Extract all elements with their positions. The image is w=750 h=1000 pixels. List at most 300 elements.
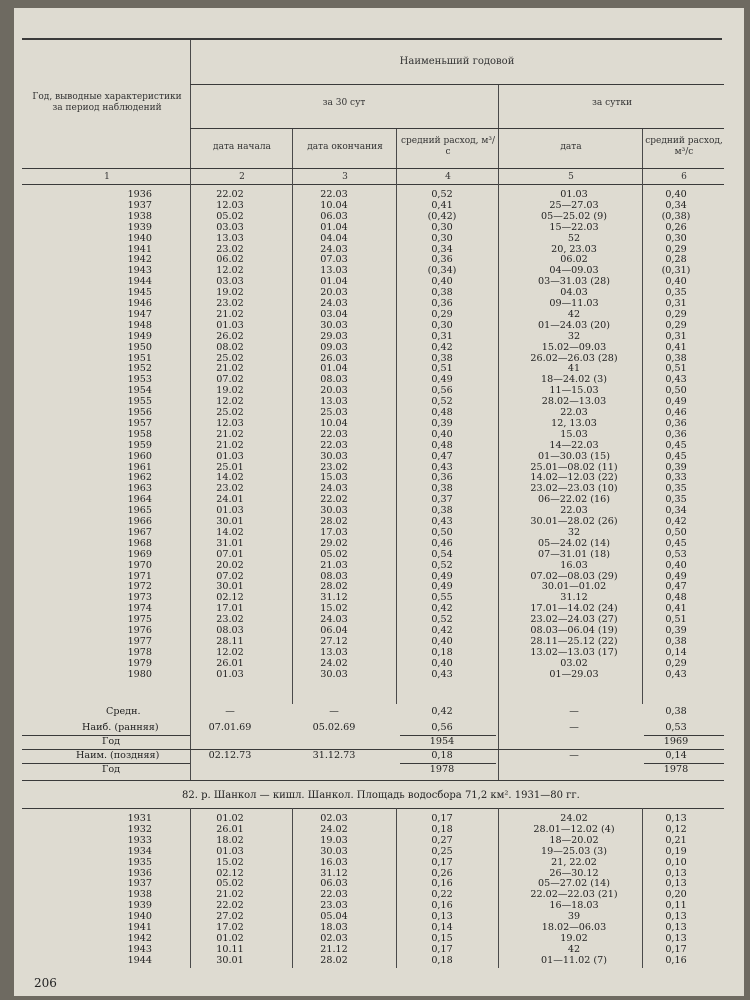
table-cell: 08.03—06.04 (19) (530, 625, 618, 636)
table-cell: 06.02 (560, 254, 588, 266)
summary-cell: 02.12.73 (208, 750, 252, 761)
table-cell: 02.03 (320, 932, 348, 944)
header-divider (642, 128, 643, 184)
table-cell: 25—27.03 (549, 199, 599, 211)
table-cell: 14.02—12.03 (22) (530, 472, 618, 484)
table-row (22, 539, 724, 549)
table-cell: 0,49 (431, 581, 453, 593)
table-cell: 12.02 (216, 265, 244, 277)
table-cell: 1973 (127, 592, 152, 604)
table-cell: 31.12 (560, 592, 588, 604)
table-cell: 22.02 (320, 494, 348, 506)
table-cell: 16—18.03 (549, 900, 599, 912)
table-cell: 1933 (127, 834, 152, 846)
table-cell: 18.02—06.03 (541, 922, 607, 933)
table-cell: 27.02 (216, 911, 244, 923)
table-cell: 1950 (127, 341, 152, 353)
table-cell: 0,27 (431, 834, 453, 846)
table-cell: 0,47 (431, 450, 453, 462)
summary-label: Наиб. (ранняя) (82, 722, 159, 733)
table-cell: 21, 22.02 (551, 856, 597, 868)
table-cell: 26.02—26.03 (28) (530, 352, 618, 364)
table-cell: 07.02 (216, 374, 244, 386)
summary-cell: 0,56 (431, 722, 453, 733)
table-cell: 02.12 (216, 867, 244, 879)
table-cell: 16.03 (560, 559, 588, 571)
table-cell: 18—20.02 (549, 834, 599, 846)
table-row (22, 869, 724, 879)
table-cell: 1979 (127, 657, 152, 669)
table-cell: 0,40 (431, 428, 453, 440)
table-row (22, 912, 724, 922)
table-cell: 0,21 (665, 834, 687, 846)
table-cell: 0,34 (431, 243, 453, 255)
table-cell: 0,29 (665, 657, 687, 669)
table-cell: 02.12 (216, 592, 244, 604)
table-cell: 0,34 (665, 505, 687, 517)
table-cell: 0,30 (431, 221, 453, 233)
table-cell: 0,37 (431, 494, 453, 506)
table-cell: 22.03 (560, 407, 588, 418)
table-row (22, 945, 724, 955)
table-cell: 1942 (127, 932, 152, 944)
document-page (14, 8, 744, 996)
table-cell: 0,30 (431, 319, 453, 331)
table-cell: 1965 (127, 505, 152, 517)
table-row (22, 441, 724, 451)
table-cell: 0,17 (431, 856, 453, 868)
table-cell: 17.01 (216, 603, 244, 615)
table-cell: (0,34) (427, 265, 457, 277)
table-row (22, 923, 724, 933)
table-row (22, 517, 724, 527)
table-cell: 15.02 (216, 856, 244, 868)
table-cell: 03.03 (216, 221, 244, 233)
summary-label: Средн. (106, 706, 141, 717)
summary-rule (22, 780, 724, 781)
table-cell: 0,34 (665, 199, 687, 211)
table-cell: 42 (567, 308, 581, 320)
table-cell: 1957 (127, 417, 152, 429)
col-number: 1 (104, 172, 110, 182)
table-cell: 1963 (127, 483, 152, 495)
table-cell: 0,10 (665, 856, 687, 868)
table-cell: 14.02 (216, 472, 244, 484)
table-cell: 0,43 (431, 461, 453, 473)
table-cell: 31.12 (320, 867, 348, 879)
table-cell: 03—31.03 (28) (537, 276, 610, 288)
table-cell: 0,11 (665, 900, 687, 912)
table-cell: 28.02—13.03 (541, 396, 607, 408)
table-cell: 10.04 (320, 417, 348, 429)
table-cell: 1941 (127, 922, 152, 933)
table-cell: 1958 (127, 428, 152, 440)
table-row (22, 430, 724, 440)
table-cell: 0,52 (431, 559, 453, 571)
table-cell: 30.01 (216, 516, 244, 527)
table-cell: 04.03 (560, 287, 588, 299)
table-cell: 03.04 (320, 308, 348, 320)
table-cell: 1947 (127, 308, 152, 320)
table-cell: 30.03 (320, 845, 348, 857)
table-cell: 0,40 (665, 189, 687, 200)
table-cell: 12.02 (216, 646, 244, 658)
summary-cell: — (569, 750, 579, 761)
table-cell: 1964 (127, 494, 152, 506)
table-cell: 0,45 (665, 439, 687, 451)
page-number: 206 (34, 976, 57, 990)
table-cell: 0,36 (665, 428, 687, 440)
table-cell: 1931 (127, 813, 152, 824)
table-row (22, 452, 724, 462)
table-cell: 18.02 (216, 834, 244, 846)
summary-cell: — (569, 706, 579, 717)
table-cell: 21.02 (216, 308, 244, 320)
table-row (22, 648, 724, 658)
table-cell: 1936 (127, 189, 152, 200)
table-cell: 0,13 (665, 867, 687, 879)
table-cell: 0,36 (431, 472, 453, 484)
table-cell: 0,38 (665, 635, 687, 647)
header-main: Наименьший годовой (399, 56, 515, 67)
table-cell: 1974 (127, 603, 152, 615)
table-cell: 16.03 (320, 856, 348, 868)
table-cell: 0,16 (665, 954, 687, 966)
table-row (22, 637, 724, 647)
table-cell: 0,18 (431, 954, 453, 966)
table-cell: 14—22.03 (549, 439, 599, 451)
table-cell: 0,22 (431, 889, 453, 901)
table-cell: 19—25.03 (3) (541, 845, 607, 857)
table-row (22, 364, 724, 374)
table-cell: 0,43 (431, 668, 453, 680)
table-cell: 05.02 (216, 878, 244, 890)
table-cell: 09.03 (320, 341, 348, 353)
table-row (22, 858, 724, 868)
table-cell: 25.02 (216, 407, 244, 418)
summary-cell: — (329, 706, 339, 717)
table-cell: 06.02 (216, 254, 244, 266)
table-row (22, 615, 724, 625)
summary-cell: — (569, 722, 579, 733)
table-cell: 23.02 (216, 483, 244, 495)
header-divider (396, 128, 397, 184)
table-cell: 0,35 (665, 287, 687, 299)
table-cell: 23.02 (216, 298, 244, 309)
table-cell: 0,38 (431, 483, 453, 495)
table-cell: 1938 (127, 889, 152, 901)
table-cell: 0,45 (665, 537, 687, 549)
summary-cell: 1969 (663, 736, 689, 747)
table-cell: 30.03 (320, 319, 348, 331)
header-year-col: Год, выводные характеристики за период наблюдений (32, 92, 182, 113)
table-row (22, 299, 724, 309)
table-row (22, 836, 724, 846)
table-row (22, 593, 724, 603)
table-row (22, 332, 724, 342)
table-cell: 19.02 (560, 932, 588, 944)
table-cell: 10.11 (216, 943, 244, 955)
table-cell: 0,48 (431, 439, 453, 451)
table-row (22, 604, 724, 614)
summary-cell: 1978 (663, 764, 689, 775)
table-cell: 11—15.03 (549, 385, 599, 397)
table-cell: 0,31 (665, 298, 687, 309)
table-cell: 02.03 (320, 813, 348, 824)
summary-cell: 07.01.69 (208, 722, 252, 733)
table-cell: 42 (567, 943, 581, 955)
table-cell: 15.03 (560, 428, 588, 440)
table-cell: 05.02 (320, 548, 348, 560)
table-cell: 12.03 (216, 417, 244, 429)
table-row (22, 408, 724, 418)
table-cell: 23.02 (216, 243, 244, 255)
table-cell: 20.03 (320, 287, 348, 299)
table-cell: 23.03 (320, 900, 348, 912)
table-cell: 0,40 (431, 276, 453, 288)
table-cell: 31.12 (320, 592, 348, 604)
table-cell: 52 (567, 232, 581, 244)
table-row (22, 201, 724, 211)
table-cell: 12, 13.03 (551, 417, 597, 429)
table-cell: 1936 (127, 867, 152, 879)
table-cell: 05—25.02 (9) (541, 210, 607, 222)
header-day: за сутки (591, 98, 633, 108)
table-cell: 0,36 (431, 298, 453, 309)
table-cell: 0,17 (665, 943, 687, 955)
table-cell: 1945 (127, 287, 152, 299)
table-cell: 0,20 (665, 889, 687, 901)
table-cell: 0,48 (665, 592, 687, 604)
table-cell: 0,25 (431, 845, 453, 857)
table-cell: 01—29.03 (549, 668, 599, 680)
header-30days: за 30 сут (322, 98, 366, 108)
table-cell: 29.02 (320, 537, 348, 549)
table-cell: 19.02 (216, 385, 244, 397)
table-row (22, 245, 724, 255)
section-title: 82. р. Шанкол — кишл. Шанкол. Площадь водосбора 71,2 км². 1931—80 гг. (182, 790, 580, 801)
table-cell: 1939 (127, 900, 152, 912)
table-cell: 0,13 (665, 878, 687, 890)
table-cell: 31.01 (216, 537, 244, 549)
table-cell: 26.03 (320, 352, 348, 364)
table-row (22, 495, 724, 505)
table-cell: 25.02 (216, 352, 244, 364)
table-cell: 0,39 (665, 461, 687, 473)
table-cell: 41 (567, 363, 581, 375)
table-cell: 0,31 (665, 330, 687, 342)
header-rule (22, 184, 724, 185)
header-avg-flow: средний расход, м³/с (400, 136, 496, 157)
table-cell: 01.02 (216, 813, 244, 824)
table-cell: 0,42 (665, 516, 687, 527)
table-cell: 0,53 (665, 548, 687, 560)
table-cell: 0,51 (665, 363, 687, 375)
header-rule (190, 84, 724, 85)
table-row (22, 190, 724, 200)
table-cell: 06.03 (320, 878, 348, 890)
table-cell: 07.03 (320, 254, 348, 266)
table-cell: 0,52 (431, 614, 453, 626)
table-cell: 01.04 (320, 276, 348, 288)
table-cell: 26.01 (216, 823, 244, 835)
section-rule (22, 808, 724, 809)
table-cell: 28.11—25.12 (22) (530, 635, 618, 647)
table-cell: 1970 (127, 559, 152, 571)
table-cell: 01.03 (216, 450, 244, 462)
table-cell: 10.04 (320, 199, 348, 211)
table-cell: 01.03 (216, 668, 244, 680)
summary-cell: 0,14 (665, 750, 687, 761)
table-cell: 21.12 (320, 943, 348, 955)
table-cell: 0,49 (665, 570, 687, 582)
table-cell: 30.01—28.02 (26) (530, 516, 618, 527)
table-cell: 0,56 (431, 385, 453, 397)
table-cell: 0,15 (431, 932, 453, 944)
table-row (22, 934, 724, 944)
table-cell: 01—11.02 (7) (541, 954, 607, 966)
table-cell: 30.03 (320, 450, 348, 462)
table-cell: 1967 (127, 526, 152, 538)
table-cell: 1961 (127, 461, 152, 473)
table-cell: 1960 (127, 450, 152, 462)
table-cell: 0,26 (431, 867, 453, 879)
table-cell: 05—24.02 (14) (537, 537, 610, 549)
table-cell: 1953 (127, 374, 152, 386)
table-cell: 1962 (127, 472, 152, 484)
table-cell: 1955 (127, 396, 152, 408)
table-cell: 1966 (127, 516, 152, 527)
table-cell: 25.01—08.02 (11) (530, 461, 618, 473)
table-cell: 1944 (127, 276, 152, 288)
table-cell: 23.02 (216, 614, 244, 626)
table-row (22, 212, 724, 222)
table-cell: 09—11.03 (549, 298, 599, 309)
table-cell: 0,49 (431, 570, 453, 582)
table-cell: 1976 (127, 625, 152, 636)
header-avg-flow-day: средний расход, м³/с (645, 136, 723, 157)
table-cell: 04.04 (320, 232, 348, 244)
table-cell: 05.02 (216, 210, 244, 222)
table-row (22, 463, 724, 473)
table-row (22, 321, 724, 331)
table-cell: 1932 (127, 823, 152, 835)
table-cell: 13.03 (320, 646, 348, 658)
table-row (22, 550, 724, 560)
table-cell: 1938 (127, 210, 152, 222)
table-cell: 19.02 (216, 287, 244, 299)
table-cell: 01.04 (320, 221, 348, 233)
table-cell: 27.12 (320, 635, 348, 647)
table-cell: 0,40 (431, 657, 453, 669)
table-cell: 1968 (127, 537, 152, 549)
table-cell: 30.01 (216, 954, 244, 966)
table-cell: 0,40 (665, 276, 687, 288)
table-cell: 0,17 (431, 943, 453, 955)
table-row (22, 255, 724, 265)
table-cell: 08.03 (320, 570, 348, 582)
table-cell: 30.01—01.02 (541, 581, 607, 593)
table-cell: 08.03 (216, 625, 244, 636)
table-cell: 0,29 (665, 319, 687, 331)
table-cell: 0,49 (431, 374, 453, 386)
table-cell: 1969 (127, 548, 152, 560)
table-cell: 24.03 (320, 243, 348, 255)
table-cell: 28.02 (320, 516, 348, 527)
table-cell: 0,43 (665, 374, 687, 386)
table-cell: 21.02 (216, 428, 244, 440)
table-cell: 0,52 (431, 396, 453, 408)
table-row (22, 901, 724, 911)
table-cell: 0,47 (665, 581, 687, 593)
table-cell: 1943 (127, 943, 152, 955)
table-cell: 30.03 (320, 505, 348, 517)
table-cell: 0,55 (431, 592, 453, 604)
table-row (22, 890, 724, 900)
col-number: 4 (445, 172, 451, 182)
summary-cell: — (225, 706, 235, 717)
table-cell: 19.03 (320, 834, 348, 846)
table-cell: 22.03 (320, 889, 348, 901)
table-cell: 0,33 (665, 472, 687, 484)
col-number: 6 (681, 172, 687, 182)
table-cell: 0,13 (431, 911, 453, 923)
table-cell: 21.02 (216, 439, 244, 451)
table-cell: 0,29 (665, 243, 687, 255)
table-row (22, 814, 724, 824)
summary-cell: 0,42 (431, 706, 453, 717)
table-cell: 0,18 (431, 646, 453, 658)
table-cell: 1956 (127, 407, 152, 418)
table-cell: 1977 (127, 635, 152, 647)
table-cell: 0,50 (665, 526, 687, 538)
table-cell: 1935 (127, 856, 152, 868)
table-cell: 15.03 (320, 472, 348, 484)
table-cell: 06—22.02 (16) (537, 494, 610, 506)
table-cell: 28.01—12.02 (4) (533, 823, 615, 835)
header-date: дата (560, 142, 582, 152)
table-cell: 0,51 (431, 363, 453, 375)
table-row (22, 582, 724, 592)
table-cell: 0,49 (665, 396, 687, 408)
header-divider (292, 128, 293, 184)
col-number: 5 (568, 172, 574, 182)
table-cell: 1942 (127, 254, 152, 266)
table-cell: 13.03 (216, 232, 244, 244)
table-cell: 26—30.12 (549, 867, 599, 879)
table-cell: 21.03 (320, 559, 348, 571)
table-row (22, 354, 724, 364)
summary-cell: 31.12.73 (312, 750, 356, 761)
table-cell: 0,14 (431, 922, 453, 933)
table-cell: 1944 (127, 954, 152, 966)
table-cell: 0,38 (431, 287, 453, 299)
table-cell: 0,42 (431, 603, 453, 615)
table-cell: 0,38 (431, 505, 453, 517)
table-cell: 01—24.03 (20) (537, 319, 610, 331)
table-cell: 20, 23.03 (551, 243, 597, 255)
table-cell: 0,50 (431, 526, 453, 538)
header-start-date: дата начала (213, 142, 271, 152)
table-row (22, 343, 724, 353)
table-cell: 1939 (127, 221, 152, 233)
table-row (22, 277, 724, 287)
table-cell: 1975 (127, 614, 152, 626)
table-cell: 0,41 (665, 341, 687, 353)
summary-cell: 1978 (429, 764, 455, 775)
summary-cell: 0,38 (665, 706, 687, 717)
table-cell: 0,13 (665, 813, 687, 824)
